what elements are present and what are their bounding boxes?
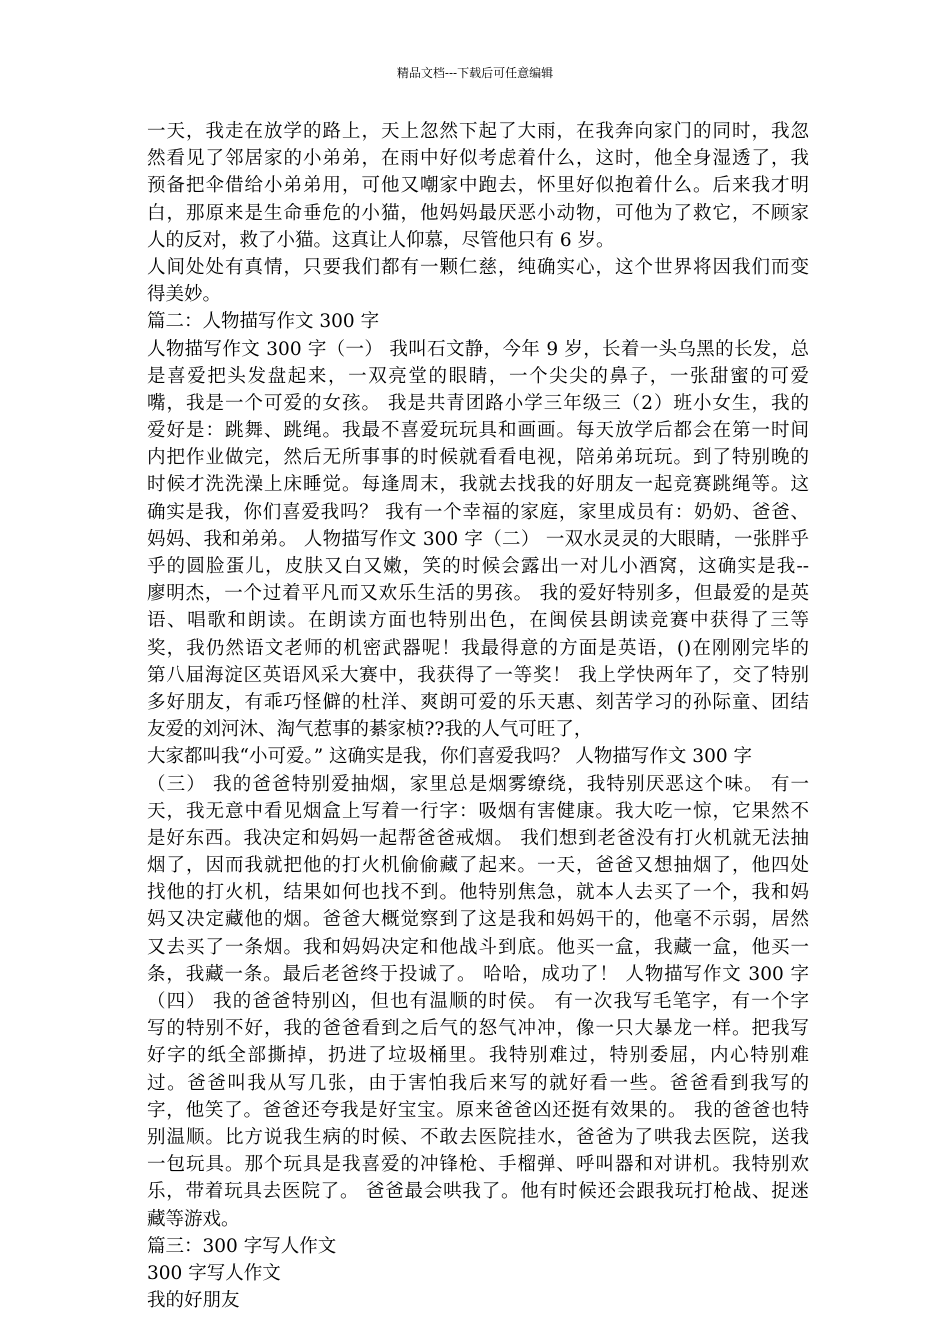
text-line: 廖明杰，一个过着平凡而又欢乐生活的男孩。 我的爱好特别多，但最爱的是英 <box>147 583 809 605</box>
text-line: 好字的纸全部撕掉，扔进了垃圾桶里。我特别难过，特别委屈，内心特别难 <box>147 1045 809 1067</box>
text-line: 过。爸爸叫我从写几张，由于害怕我后来写的就好看一些。爸爸看到我写的 <box>147 1072 809 1094</box>
text-line: 一天，我走在放学的路上，天上忽然下起了大雨，在我奔向家门的同时，我忽 <box>147 121 809 142</box>
text-line: 烟了，因而我就把他的打火机偷偷藏了起来。一天，爸爸又想抽烟了，他四处 <box>147 855 809 877</box>
text-line: 写的特别不好，我的爸爸看到之后气的怒气冲冲，像一只大暴龙一样。把我写 <box>147 1018 809 1040</box>
text-line: 是好东西。我决定和妈妈一起帮爸爸戒烟。 我们想到老爸没有打火机就无法抽 <box>147 827 809 849</box>
text-line: 天，我无意中看见烟盒上写着一行字：吸烟有害健康。我大吃一惊，它果然不 <box>147 800 809 822</box>
text-line: 乎的圆脸蛋儿，皮肤又白又嫩，笑的时候会露出一对儿小酒窝，这确实是我-- <box>147 556 809 577</box>
text-line: （四） 我的爸爸特别凶，但也有温顺的时侯。 有一次我写毛笔字，有一个字 <box>147 991 809 1012</box>
text-line: 白，那原来是生命垂危的小猫，他妈妈最厌恶小动物，可他为了救它，不顾家 <box>147 202 809 224</box>
text-line: 爱好是：跳舞、跳绳。我最不喜爱玩玩具和画画。每天放学后都会在第一时间 <box>147 420 809 442</box>
text-line: 一包玩具。那个玩具是我喜爱的冲锋枪、手榴弹、呼叫器和对讲机。我特别欢 <box>147 1154 809 1176</box>
text-line: 友爱的刘河沐、淘气惹事的綦家桢??我的人气可旺了， <box>147 719 593 741</box>
text-line: 藏等游戏。 <box>147 1208 240 1230</box>
text-line: 篇二：人物描写作文 300 字 <box>147 311 380 333</box>
text-line: 大家都叫我“小可爱。” 这确实是我，你们喜爱我吗？ 人物描写作文 300 字 <box>147 746 753 768</box>
text-line: 我的好朋友 <box>147 1290 240 1312</box>
text-line: 人物描写作文 300 字（一） 我叫石文静，今年 9 岁，长着一头乌黑的长发，总 <box>147 338 809 360</box>
page-header: 精品文档---下载后可任意编辑 <box>396 66 554 80</box>
text-line: 条，我藏一条。最后老爸终于投诚了。 哈哈，成功了！ 人物描写作文 300 字 <box>147 963 809 985</box>
text-line: 妈又决定藏他的烟。爸爸大概觉察到了这是我和妈妈干的，他毫不示弱，居然 <box>147 909 809 931</box>
text-line: 字，他笑了。爸爸还夸我是好宝宝。原来爸爸凶还挺有效果的。 我的爸爸也特 <box>147 1099 809 1121</box>
text-line: 预备把伞借给小弟弟用，可他又嘲家中跑去，怀里好似抱着什么。后来我才明 <box>147 175 809 197</box>
text-line: 人的反对，救了小猫。这真让人仰慕，尽管他只有 6 岁。 <box>147 229 615 251</box>
text-line: 得美妙。 <box>147 284 222 306</box>
text-line: 300 字写人作文 <box>147 1262 281 1284</box>
text-line: 确实是我，你们喜爱我吗？ 我有一个幸福的家庭，家里成员有：奶奶、爸爸、 <box>147 501 809 523</box>
text-line: 内把作业做完，然后无所事事的时候就看看电视，陪弟弟玩玩。到了特别晚的 <box>147 447 809 469</box>
text-line: 第八届海淀区英语风采大赛中，我获得了一等奖！ 我上学快两年了，交了特别 <box>147 664 809 686</box>
text-line: 找他的打火机，结果如何也找不到。他特别焦急，就本人去买了一个，我和妈 <box>147 882 809 904</box>
text-line: 语、唱歌和朗读。在朗读方面也特别出色，在闽侯县朗读竞赛中获得了三等 <box>147 610 809 632</box>
text-line: 人间处处有真情，只要我们都有一颗仁慈，纯确实心，这个世界将因我们而变 <box>147 256 809 278</box>
text-line: 妈妈、我和弟弟。 人物描写作文 300 字（二） 一双水灵灵的大眼睛，一张胖乎 <box>147 528 809 550</box>
text-line: 时候才洗洗澡上床睡觉。每逢周末，我就去找我的好朋友一起竞赛跳绳等。这 <box>147 474 809 496</box>
text-line: 篇三：300 字写人作文 <box>147 1235 337 1257</box>
text-line: 嘴，我是一个可爱的女孩。 我是共青团路小学三年级三（2）班小女生，我的 <box>147 392 809 414</box>
document-body <box>147 118 809 1314</box>
text-line: 是喜爱把头发盘起来，一双亮堂的眼睛，一个尖尖的鼻子，一张甜蜜的可爱 <box>147 365 809 387</box>
text-line: 多好朋友，有乖巧怪僻的杜洋、爽朗可爱的乐天惠、刻苦学习的孙际童、团结 <box>147 691 809 713</box>
text-line: （三） 我的爸爸特别爱抽烟，家里总是烟雾缭绕，我特别厌恶这个味。 有一 <box>147 773 809 795</box>
text-line: 然看见了邻居家的小弟弟，在雨中好似考虑着什么，这时，他全身湿透了，我 <box>147 148 809 170</box>
text-line: 乐，带着玩具去医院了。 爸爸最会哄我了。他有时候还会跟我玩打枪战、捉迷 <box>147 1181 809 1203</box>
text-line: 奖，我仍然语文老师的机密武器呢！我最得意的方面是英语，()在刚刚完毕的 <box>147 637 809 659</box>
text-line: 又去买了一条烟。我和妈妈决定和他战斗到底。他买一盒，我藏一盒，他买一 <box>147 936 809 958</box>
text-line: 别温顺。比方说我生病的时候、不敢去医院挂水，爸爸为了哄我去医院，送我 <box>147 1126 809 1148</box>
